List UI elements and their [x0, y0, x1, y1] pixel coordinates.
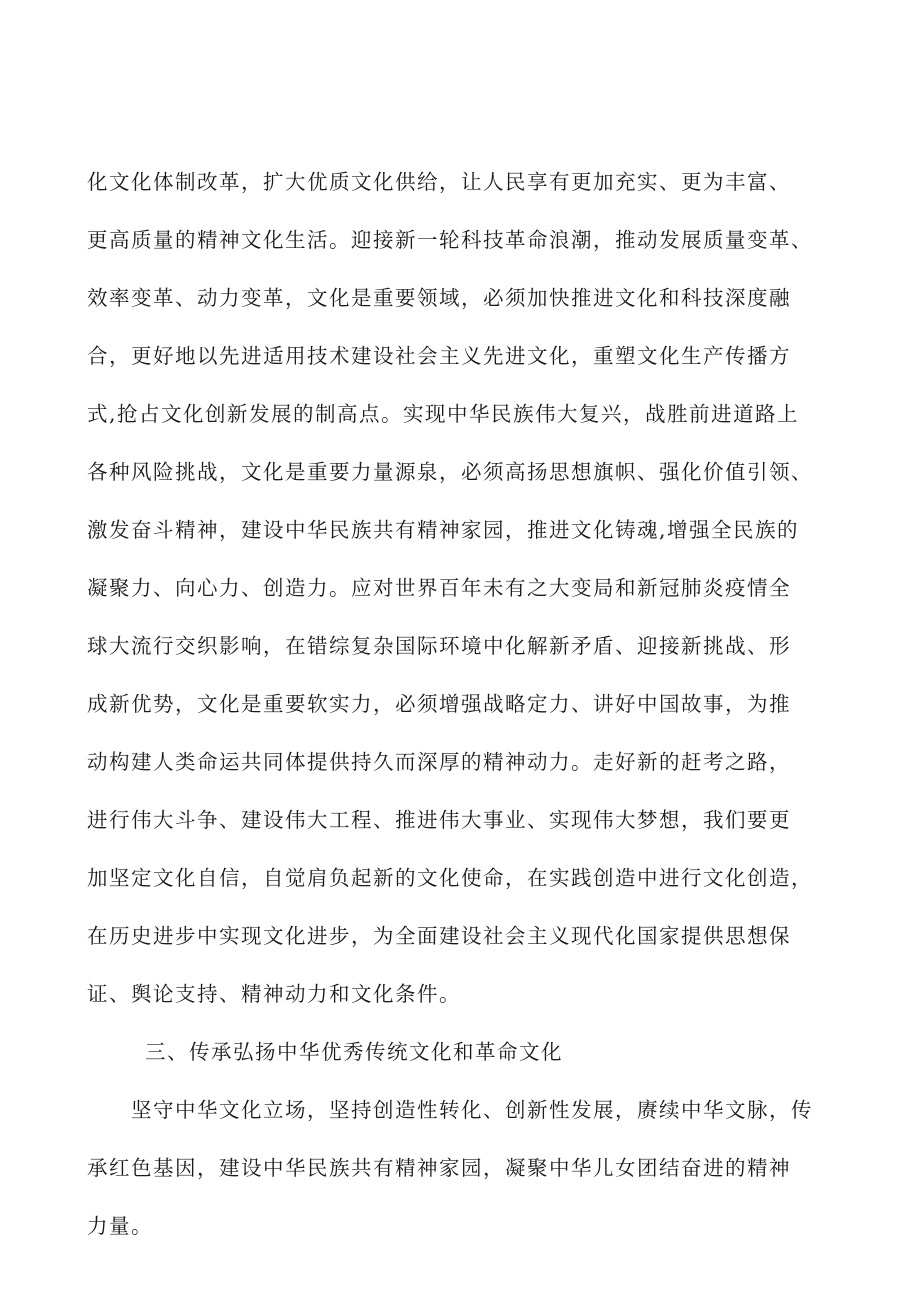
section-heading: 三、传承弘扬中华优秀传统文化和革命文化 — [145, 1040, 563, 1064]
body-text-line: 成新优势，文化是重要软实力，必须增强战略定力、讲好中国故事，为推 — [87, 692, 791, 716]
paragraph-line: 力量。 — [87, 1214, 153, 1238]
paragraph-line: 坚守中华文化立场，坚持创造性转化、创新性发展，赓续中华文脉，传 — [131, 1098, 813, 1122]
body-text-line: 式,抢占文化创新发展的制高点。实现中华民族伟大复兴，战胜前进道路上 — [87, 402, 800, 426]
body-text-line: 更高质量的精神文化生活。迎接新一轮科技革命浪潮，推动发展质量变革、 — [87, 228, 813, 252]
body-text-line: 化文化体制改革，扩大优质文化供给，让人民享有更加充实、更为丰富、 — [87, 170, 791, 194]
body-text-line: 凝聚力、向心力、创造力。应对世界百年未有之大变局和新冠肺炎疫情全 — [87, 576, 791, 600]
body-text-line: 球大流行交织影响，在错综复杂国际环境中化解新矛盾、迎接新挑战、形 — [87, 634, 791, 658]
body-text-line: 进行伟大斗争、建设伟大工程、推进伟大事业、实现伟大梦想，我们要更 — [87, 808, 791, 832]
paragraph-line: 承红色基因，建设中华民族共有精神家园，凝聚中华儿女团结奋进的精神 — [87, 1156, 791, 1180]
body-text-line: 动构建人类命运共同体提供持久而深厚的精神动力。走好新的赶考之路， — [87, 750, 791, 774]
body-text-line: 效率变革、动力变革，文化是重要领域，必须加快推进文化和科技深度融 — [87, 286, 791, 310]
body-text-line: 激发奋斗精神，建设中华民族共有精神家园，推进文化铸魂,增强全民族的 — [87, 518, 800, 542]
body-text-line: 证、舆论支持、精神动力和文化条件。 — [87, 982, 461, 1006]
body-text-line: 各种风险挑战，文化是重要力量源泉，必须高扬思想旗帜、强化价值引领、 — [87, 460, 813, 484]
body-text-line: 加坚定文化自信，自觉肩负起新的文化使命，在实践创造中进行文化创造， — [87, 866, 813, 890]
body-text-line: 在历史进步中实现文化进步，为全面建设社会主义现代化国家提供思想保 — [87, 924, 791, 948]
body-text-line: 合，更好地以先进适用技术建设社会主义先进文化，重塑文化生产传播方 — [87, 344, 791, 368]
